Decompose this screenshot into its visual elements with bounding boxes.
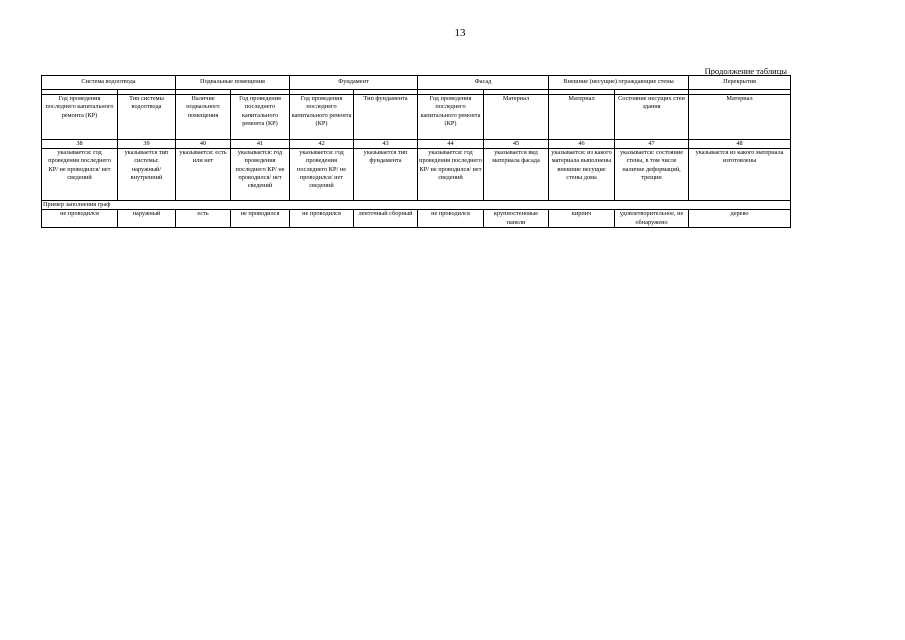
column-number: 48 bbox=[689, 140, 791, 149]
group-header: Фасад bbox=[418, 76, 549, 90]
group-header: Перекрытия bbox=[689, 76, 791, 90]
column-header: Материал bbox=[689, 95, 791, 140]
column-number-row bbox=[42, 140, 791, 149]
column-description: указывается вид материала фасада bbox=[484, 149, 549, 201]
column-header: Год проведения последнего капитального ремонта (КР) bbox=[231, 95, 290, 140]
example-value: удовлетворительное, не обнаружено bbox=[615, 210, 689, 228]
column-description: указывается тип системы: наружный/ внутренний bbox=[118, 149, 176, 201]
column-number: 45 bbox=[484, 140, 549, 149]
group-header: Внешние (несущие) ограждающие стены bbox=[549, 76, 689, 90]
example-value: наружный bbox=[118, 210, 176, 228]
column-header: Материал bbox=[484, 95, 549, 140]
column-number: 47 bbox=[615, 140, 689, 149]
example-value: не проводился bbox=[290, 210, 354, 228]
column-number: 39 bbox=[118, 140, 176, 149]
column-description: указывается: год проведения последнего КР/ не проводился/ нет сведений bbox=[231, 149, 290, 201]
column-header: Год проведения последнего капитального ремонта (КР) bbox=[42, 95, 118, 140]
form-table bbox=[41, 75, 791, 228]
column-description: указывается: состояние стены, в том числе наличие деформаций, трещин bbox=[615, 149, 689, 201]
example-value: не проводился bbox=[42, 210, 118, 228]
example-value: крупностеновые панели bbox=[484, 210, 549, 228]
example-value: не проводился bbox=[418, 210, 484, 228]
column-description: указывается: год проведения последнего КР/ не проводился/ нет сведений bbox=[290, 149, 354, 201]
example-label-row bbox=[42, 201, 791, 210]
column-number: 42 bbox=[290, 140, 354, 149]
column-description: указывается из какого материала изготовлены bbox=[689, 149, 791, 201]
column-description: указывается: из какого материала выполнены внешние несущие стены дома bbox=[549, 149, 615, 201]
column-number: 40 bbox=[176, 140, 231, 149]
column-number: 44 bbox=[418, 140, 484, 149]
example-row bbox=[42, 210, 791, 228]
example-value: ленточный сборный bbox=[354, 210, 418, 228]
column-header: Год проведения последнего капитального ремонта (КР) bbox=[290, 95, 354, 140]
column-header: Наличие подвального помещения bbox=[176, 95, 231, 140]
column-description: указывается: год проведения последнего КР/ не проводился/ нет сведений bbox=[418, 149, 484, 201]
group-header: Система водоотвода bbox=[42, 76, 176, 90]
example-value: кирпич bbox=[549, 210, 615, 228]
column-header-row bbox=[42, 95, 791, 140]
column-header: Тип системы водоотвода bbox=[118, 95, 176, 140]
column-description: указывается тип фундамента bbox=[354, 149, 418, 201]
group-header: Фундамент bbox=[290, 76, 418, 90]
column-description: указывается: есть или нет bbox=[176, 149, 231, 201]
group-header: Подвальные помещения bbox=[176, 76, 290, 90]
table-continuation-label: Продолжение таблицы bbox=[704, 66, 787, 76]
group-header-row bbox=[42, 76, 791, 90]
page-number: 13 bbox=[454, 27, 466, 39]
column-number: 43 bbox=[354, 140, 418, 149]
column-header: Материал bbox=[549, 95, 615, 140]
column-header: Год проведения последнего капитального ремонта (КР) bbox=[418, 95, 484, 140]
column-number: 41 bbox=[231, 140, 290, 149]
column-number: 38 bbox=[42, 140, 118, 149]
column-header: Тип фундамента bbox=[354, 95, 418, 140]
column-description: указывается: год проведения последнего КР/ не проводился/ нет сведений bbox=[42, 149, 118, 201]
example-value: не проводился bbox=[231, 210, 290, 228]
column-number: 46 bbox=[549, 140, 615, 149]
example-value: дерево bbox=[689, 210, 791, 228]
example-label: Пример заполнения граф bbox=[42, 201, 791, 210]
description-row bbox=[42, 149, 791, 201]
example-value: есть bbox=[176, 210, 231, 228]
column-header: Состояние несущих стен здания bbox=[615, 95, 689, 140]
